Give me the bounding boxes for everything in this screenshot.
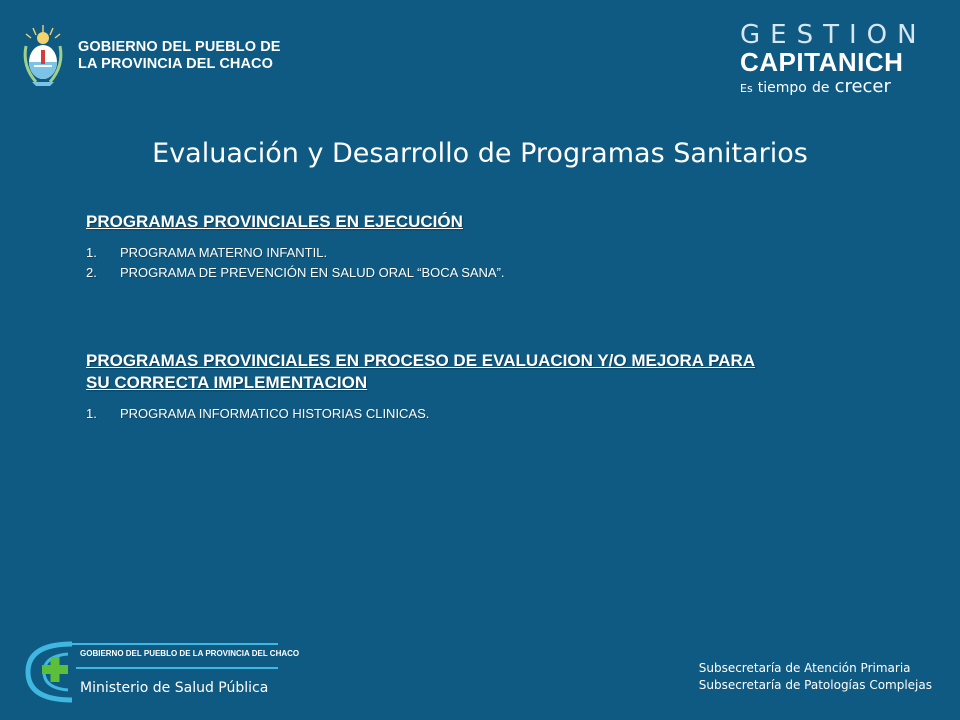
tagline-es: Es <box>740 82 753 95</box>
campaign-logo <box>740 22 930 100</box>
section-heading: PROGRAMAS PROVINCIALES EN EJECUCIÓN <box>86 212 463 231</box>
list-item-number: 1. <box>86 245 97 260</box>
section-heading-line2: SU CORRECTA IMPLEMENTACION <box>86 373 368 392</box>
section-heading-line1: PROGRAMAS PROVINCIALES EN PROCESO DE EVALUACION Y/O MEJORA PARA <box>86 351 756 370</box>
tagline-de: de <box>811 80 830 96</box>
subsecretarias <box>699 660 932 694</box>
list-item-text: PROGRAMA DE PREVENCIÓN EN SALUD ORAL “BOCA SANA”. <box>120 265 505 280</box>
list-item <box>86 263 886 283</box>
subsecretaria-atencion-primaria: Subsecretaría de Atención Primaria <box>698 661 911 675</box>
slide-title: Evaluación y Desarrollo de Programas Sanitarios <box>152 138 808 170</box>
government-name <box>78 39 281 73</box>
list-item <box>86 404 886 424</box>
list-item-number: 1. <box>86 406 97 421</box>
ministry-logo <box>20 636 300 706</box>
ministry-government-name: GOBIERNO DEL PUEBLO DE LA PROVINCIA DEL CHACO <box>80 649 300 658</box>
government-header <box>20 22 281 90</box>
list-item-text: PROGRAMA MATERNO INFANTIL. <box>120 245 328 260</box>
government-name-line2: LA PROVINCIA DEL CHACO <box>78 56 274 72</box>
list-item <box>86 243 886 263</box>
section-programs-in-execution <box>86 211 886 283</box>
list-item-text: PROGRAMA INFORMATICO HISTORIAS CLINICAS. <box>120 406 430 421</box>
section-heading <box>86 350 886 394</box>
program-list <box>86 404 886 424</box>
tagline-crecer: crecer <box>834 76 891 97</box>
list-item-number: 2. <box>86 265 97 280</box>
campaign-tagline <box>740 76 930 100</box>
program-list <box>86 243 886 283</box>
coat-of-arms-icon <box>20 22 66 90</box>
ministry-name: Ministerio de Salud Pública <box>80 680 269 696</box>
campaign-capitanich: CAPITANICH <box>740 47 904 77</box>
subsecretaria-patologias-complejas: Subsecretaría de Patologías Complejas <box>698 678 932 692</box>
section-programs-in-evaluation <box>86 350 886 424</box>
campaign-gestion: GESTION <box>740 20 927 50</box>
tagline-tiempo: tiempo <box>757 80 807 96</box>
government-name-line1: GOBIERNO DEL PUEBLO DE <box>78 39 281 55</box>
